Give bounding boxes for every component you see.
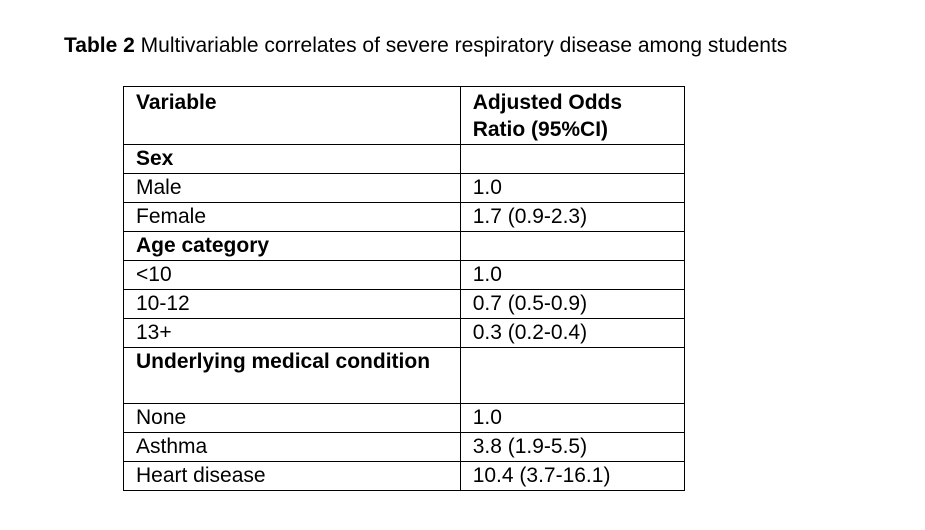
- row-variable: 10-12: [124, 290, 461, 319]
- table-row: [124, 174, 685, 203]
- row-value: 0.7 (0.5-0.9): [460, 290, 684, 319]
- header-adjusted-odds-ratio: Adjusted Odds Ratio (95%CI): [460, 87, 684, 145]
- table-row: [124, 203, 685, 232]
- group-row-sex: [124, 145, 685, 174]
- group-label: Age category: [124, 232, 461, 261]
- row-value: 1.0: [460, 261, 684, 290]
- correlates-table: [123, 86, 685, 491]
- group-label: Sex: [124, 145, 461, 174]
- header-variable: Variable: [124, 87, 461, 145]
- row-value: 1.0: [460, 404, 684, 433]
- table-row: [124, 404, 685, 433]
- row-value: 1.0: [460, 174, 684, 203]
- row-variable: Female: [124, 203, 461, 232]
- table-caption: [64, 32, 787, 60]
- caption-text: Multivariable correlates of severe respiratory disease among students: [140, 34, 788, 57]
- row-variable: 13+: [124, 319, 461, 348]
- caption-label: Table 2: [64, 34, 135, 57]
- row-variable: Male: [124, 174, 461, 203]
- row-value: 3.8 (1.9-5.5): [460, 433, 684, 462]
- table-header-row: [124, 87, 685, 145]
- table-row: [124, 433, 685, 462]
- group-value-empty: [460, 145, 684, 174]
- row-variable: None: [124, 404, 461, 433]
- group-value-empty: [460, 232, 684, 261]
- row-value: 0.3 (0.2-0.4): [460, 319, 684, 348]
- table-row: [124, 261, 685, 290]
- row-value: 10.4 (3.7-16.1): [460, 462, 684, 491]
- table-row: [124, 319, 685, 348]
- row-value: 1.7 (0.9-2.3): [460, 203, 684, 232]
- row-variable: <10: [124, 261, 461, 290]
- row-variable: Asthma: [124, 433, 461, 462]
- group-label: Underlying medical condition: [124, 348, 461, 404]
- group-value-empty: [460, 348, 684, 404]
- table-row: [124, 462, 685, 491]
- group-row-underlying-medical-condition: [124, 348, 685, 404]
- group-row-age-category: [124, 232, 685, 261]
- row-variable: Heart disease: [124, 462, 461, 491]
- table-row: [124, 290, 685, 319]
